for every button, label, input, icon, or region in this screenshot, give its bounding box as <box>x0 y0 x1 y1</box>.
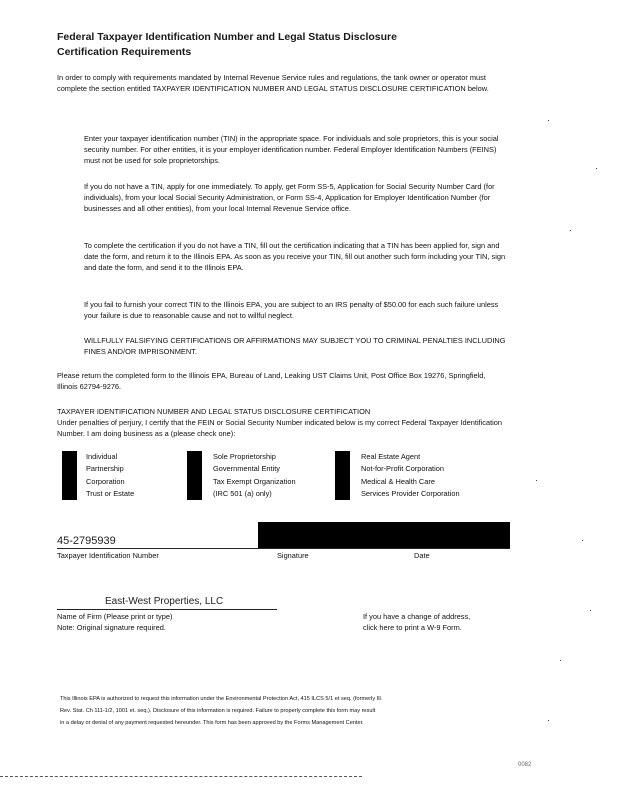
date-label: Date <box>414 551 430 560</box>
tin-label: Taxpayer Identification Number <box>57 551 159 560</box>
option-tax-exempt: Tax Exempt Organization <box>213 476 296 486</box>
checkbox-column-3[interactable] <box>335 451 350 500</box>
instruction-tin: Enter your taxpayer identification number (TIN) in the appropriate space. For individuals and sole proprietors, this is your social security number. For other entities, it is your employer identification number. Federal Employer Identification Numbers (FEINS) must not be used for sole proprietorships. <box>84 134 499 166</box>
options-column-1 <box>86 451 134 501</box>
instruction-complete: To complete the certification if you do not have a TIN, fill out the certification indicating that a TIN has been applied for, sign and date the form, and return it to the Illinois EPA. As soon as you receive your TIN, fill out another such form including your TIN, sign and date the form, and send it to the Illinois EPA. <box>84 241 506 273</box>
scan-speck <box>548 720 549 721</box>
footer-disclosure <box>60 693 530 729</box>
certification-text: Under penalties of perjury, I certify that the FEIN or Social Security Number indicated below is my correct Federal Taxpayer Identification Number. I am doing business as a (please check one): <box>57 418 503 439</box>
tin-value[interactable]: 45-2795939 <box>57 535 116 547</box>
scan-speck <box>570 230 571 231</box>
option-sole-proprietorship: Sole Proprietorship <box>213 452 276 461</box>
scan-speck <box>548 120 549 121</box>
signature-note: Note: Original signature required. <box>57 623 166 632</box>
option-governmental-entity: Governmental Entity <box>213 464 280 474</box>
page-number: 0082 <box>518 762 532 768</box>
option-irc-501: (IRC 501 (a) only) <box>213 489 272 499</box>
scan-speck <box>560 660 561 661</box>
options-column-2 <box>213 451 296 501</box>
option-medical-health: Medical & Health Care <box>361 476 435 486</box>
signature-redaction <box>258 522 510 548</box>
option-trust-or-estate: Trust or Estate <box>86 489 135 499</box>
checkbox-column-2[interactable] <box>187 451 202 500</box>
scan-speck <box>596 168 597 169</box>
firm-name-value[interactable]: East-West Properties, LLC <box>105 596 224 607</box>
option-not-for-profit: Not-for-Profit Corporation <box>361 464 444 474</box>
w9-link[interactable] <box>363 611 470 633</box>
firm-name-label: Name of Firm (Please print or type) <box>57 612 173 621</box>
title-line-1: Federal Taxpayer Identification Number and Legal Status Disclosure <box>57 31 397 43</box>
w9-link-line-1: If you have a change of address, <box>363 612 471 621</box>
signature-label: Signature <box>277 551 309 560</box>
option-individual: Individual <box>86 452 118 461</box>
scan-speck <box>536 480 537 481</box>
intro-paragraph: In order to comply with requirements mandated by Internal Revenue Service rules and regulations, the tank owner or operator must complete the section entitled TAXPAYER IDENTIFICATION NUMBER AND LEGAL STATUS DISCLOSURE CERTIFICATION below. <box>57 73 489 94</box>
title-line-2: Certification Requirements <box>57 46 192 58</box>
option-partnership: Partnership <box>86 464 124 474</box>
instruction-warning: WILLFULLY FALSIFYING CERTIFICATIONS OR AFFIRMATIONS MAY SUBJECT YOU TO CRIMINAL PENALTIES INCLUDING FINES AND/OR IMPRISONMENT. <box>84 336 506 357</box>
checkbox-column-1[interactable] <box>62 451 77 500</box>
footer-line-1: This Illinois EPA is authorized to request this information under the Environmental Protection Act, 415 ILCS 5/1 et seq. (formerly Ill. <box>60 696 383 702</box>
scan-speck <box>590 610 591 611</box>
footer-line-2: Rev. Stat. Ch 111-1/2, 1001 et. seq.). Disclosure of this information is required. Failure to properly complete this form may result <box>60 708 376 714</box>
instruction-penalty: If you fail to furnish your correct TIN to the Illinois EPA, you are subject to an IRS penalty of $50.00 for each such failure unless your failure is due to reasonable cause and not to willful neglect. <box>84 300 499 321</box>
options-column-3 <box>361 451 460 501</box>
certification-heading: TAXPAYER IDENTIFICATION NUMBER AND LEGAL STATUS DISCLOSURE CERTIFICATION <box>57 407 371 416</box>
footer-line-3: in a delay or denial of any payment requested hereunder. This form has been approved by the Forms Management Center. <box>60 720 364 726</box>
instruction-apply: If you do not have a TIN, apply for one immediately. To apply, get Form SS-5, Application for Social Security Number Card (for individuals), from your local Social Security Administration, or Form SS-4, Application for Employer Identification Number (for businesses and all other entities), from your local Internal Revenue Service office. <box>84 182 495 214</box>
firm-name-line <box>57 609 277 610</box>
bottom-rule <box>0 776 362 777</box>
scan-speck <box>582 540 583 541</box>
page-title <box>57 30 397 60</box>
option-corporation: Corporation <box>86 476 125 486</box>
option-services-provider: Services Provider Corporation <box>361 489 460 499</box>
tin-signature-line <box>57 548 510 549</box>
w9-link-line-2: click here to print a W-9 Form. <box>363 623 462 633</box>
option-real-estate-agent: Real Estate Agent <box>361 452 421 461</box>
return-instructions: Please return the completed form to the Illinois EPA, Bureau of Land, Leaking UST Claims Unit, Post Office Box 19276, Springfield, Illinois 62794-9276. <box>57 371 486 392</box>
